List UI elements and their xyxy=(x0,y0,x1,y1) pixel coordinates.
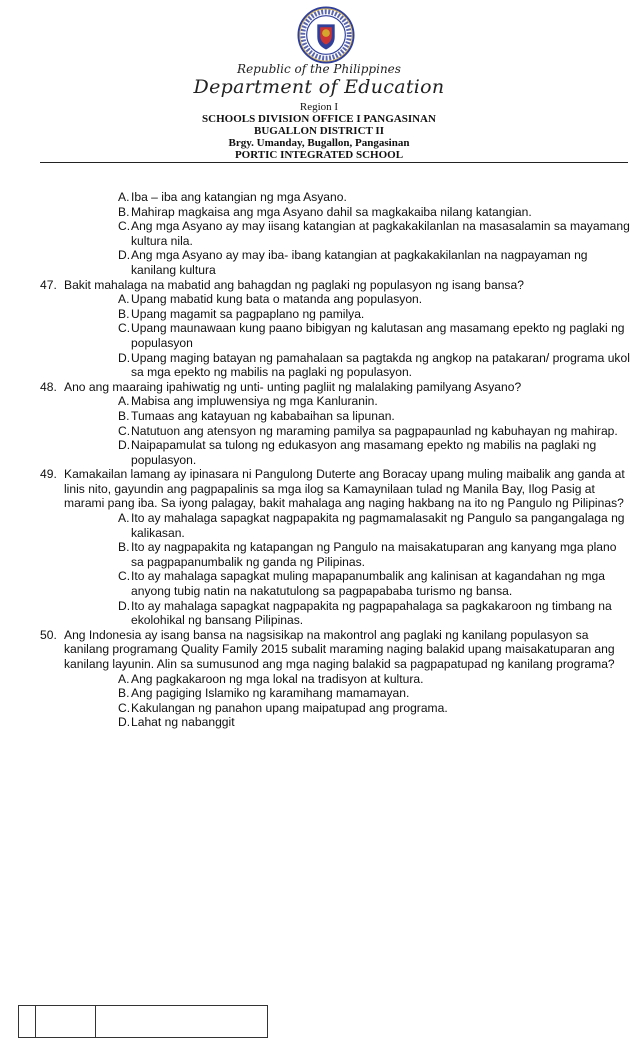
choice-letter: B. xyxy=(118,204,130,219)
choice-item xyxy=(118,424,630,439)
choice-item xyxy=(118,190,630,205)
choice-letter: A. xyxy=(118,511,130,526)
choice-text: Ang mga Asyano ay may iba- ibang katangian at pagkakakilanlan na nagpayaman ng kanilang kultura xyxy=(131,248,588,277)
choice-text: Ito ay mahalaga sapagkat nagpapakita ng pagmamalasakit ng Pangulo sa pangangalaga ng kalikasan. xyxy=(131,511,625,540)
choice-text: Lahat ng nabanggit xyxy=(131,715,235,730)
choice-item xyxy=(118,409,630,424)
choice-item xyxy=(118,672,630,687)
choice-text: Naipapamulat sa tulong ng edukasyon ang masamang epekto ng mabilis na paglaki ng populasyon. xyxy=(131,438,597,467)
exam-content xyxy=(40,190,630,730)
question-49 xyxy=(40,467,630,628)
choice-item xyxy=(118,715,630,730)
choice-letter: D. xyxy=(118,438,131,453)
choice-item xyxy=(118,307,630,322)
question-50 xyxy=(40,628,630,730)
choice-text: Mabisa ang impluwensiya ng mga Kanluranin. xyxy=(131,394,378,409)
choice-text: Natutuon ang atensyon ng maraming pamilya sa pagpapaunlad ng kabuhayan ng mahirap. xyxy=(131,423,618,438)
choice-letter: A. xyxy=(118,292,130,307)
choice-text: Upang mabatid kung bata o matanda ang populasyon. xyxy=(131,292,423,307)
question-number: 49. xyxy=(40,467,57,482)
region-line: Region I xyxy=(299,101,339,113)
choice-item xyxy=(118,321,630,350)
choice-text: Upang maunawaan kung paano bibigyan ng kalutasan ang masamang epekto ng paglaki ng populasyon xyxy=(131,321,625,350)
choice-text: Tumaas ang katayuan ng kababaihan sa lipunan. xyxy=(131,408,395,423)
choice-item xyxy=(118,686,630,701)
question-text: Ang Indonesia ay isang bansa na nagsisikap na makontrol ang paglaki ng kanilang populasyon sa kanilang programang Quality Family 2015 subalit maraming naging balakid upang maisakatuparan ang kanilang layunin. Alin sa sumusunod ang mga naging balakid sa pagpapatupad ng kanilang programa? xyxy=(64,627,615,671)
choice-letter: C. xyxy=(118,423,131,438)
choice-item xyxy=(118,351,630,380)
division-office-line: SCHOOLS DIVISION OFFICE I PANGASINAN xyxy=(202,113,436,125)
choice-item xyxy=(118,394,630,409)
district-line: BUGALLON DISTRICT II xyxy=(253,125,384,137)
choice-text: Kakulangan ng panahon upang maipatupad ang programa. xyxy=(131,700,448,715)
choice-letter: B. xyxy=(118,306,130,321)
choice-text: Ito ay nagpapakita ng katapangan ng Pangulo na maisakatuparan ang kanyang mga plano sa pagpapanumbalik ng ganda ng Pilipinas. xyxy=(131,540,617,569)
school-name: PORTIC INTEGRATED SCHOOL xyxy=(234,149,404,161)
question-text: Ano ang maaraing ipahiwatig ng unti- unting pagliit ng malalaking pamilyang Asyano? xyxy=(64,379,522,394)
choice-letter: D. xyxy=(118,598,131,613)
question-text: Bakit mahalaga na mabatid ang bahagdan ng paglaki ng populasyon ng isang bansa? xyxy=(64,277,524,292)
footer-divider xyxy=(35,1006,36,1037)
republic-line: Republic of the Philippines xyxy=(237,62,401,76)
choice-letter: B. xyxy=(118,686,130,701)
address-line: Brgy. Umanday, Bugallon, Pangasinan xyxy=(228,137,410,149)
choice-item xyxy=(118,569,630,598)
choice-text: Ito ay mahalaga sapagkat nagpapakita ng pagpapahalaga sa pagkakaroon ng timbang na ekolohikal ng bansang Pilipinas. xyxy=(131,598,612,628)
choice-item xyxy=(118,540,630,569)
choice-letter: A. xyxy=(118,190,130,204)
choice-text: Ang pagiging Islamiko ng karamihang mamamayan. xyxy=(131,686,410,701)
question-number: 48. xyxy=(40,379,57,394)
question-text: Kamakailan lamang ay ipinasara ni Pangulong Duterte ang Boracay upang muling maibalik ang ganda at linis nito, gayundin ang pagpapalinis sa mga ilog sa Kamaynilaan tulad ng Manila Bay, Ilog Pasig at marami pang iba. Sa iyong palagay, bakit mahalaga ang naging hakbang na ito ng Pangulo ng Pilipinas? xyxy=(64,467,625,511)
choice-item xyxy=(118,438,630,467)
choice-text: Ang mga Asyano ay may iisang katangian at pagkakakilanlan na masasalamin sa mayamang kultura nila. xyxy=(131,219,630,248)
choice-letter: B. xyxy=(118,540,130,555)
choice-letter: C. xyxy=(118,321,131,336)
choice-item xyxy=(118,599,630,628)
choice-text: Iba – iba ang katangian ng mga Asyano. xyxy=(131,190,347,204)
choice-item xyxy=(118,511,630,540)
footer-divider xyxy=(95,1006,96,1037)
deped-seal-logo xyxy=(297,6,355,64)
choice-text: Ang pagkakaroon ng mga lokal na tradisyon at kultura. xyxy=(131,671,424,686)
choice-item xyxy=(118,701,630,716)
choice-letter: D. xyxy=(118,248,131,263)
choice-letter: C. xyxy=(118,700,131,715)
choice-item xyxy=(118,292,630,307)
question-47 xyxy=(40,278,630,380)
question-number: 50. xyxy=(40,627,57,642)
choice-letter: D. xyxy=(118,715,131,730)
choice-text: Mahirap magkaisa ang mga Asyano dahil sa magkakaiba nilang katangian. xyxy=(131,204,532,219)
footer-table xyxy=(18,1005,268,1038)
question-stem xyxy=(40,628,630,672)
question-stem xyxy=(40,467,630,511)
choice-letter: A. xyxy=(118,671,130,686)
choice-letter: C. xyxy=(118,219,131,234)
choice-text: Upang magamit sa pagpaplano ng pamilya. xyxy=(131,306,365,321)
question-stem xyxy=(40,380,630,395)
question-stem xyxy=(40,278,630,293)
question-48 xyxy=(40,380,630,468)
choice-item xyxy=(118,205,630,220)
choice-letter: B. xyxy=(118,408,130,423)
question-number: 47. xyxy=(40,277,57,292)
choice-letter: A. xyxy=(118,394,130,409)
department-title: Department of Education xyxy=(193,76,445,98)
choice-item xyxy=(118,219,630,248)
choice-text: Upang maging batayan ng pamahalaan sa pagtakda ng angkop na patakaran/ programa ukol sa mga epekto ng mabilis na paglaki ng populasyon. xyxy=(131,350,630,380)
lead-choices xyxy=(40,190,630,278)
choice-letter: C. xyxy=(118,569,131,584)
header-divider xyxy=(40,162,628,163)
choice-text: Ito ay mahalaga sapagkat muling mapapanumbalik ang kalinisan at kagandahan ng mga anyong tubig natin na nakatutulong sa pagpapababa turismo ng bansa. xyxy=(131,569,605,599)
choice-letter: D. xyxy=(118,350,131,365)
choice-item xyxy=(118,248,630,277)
